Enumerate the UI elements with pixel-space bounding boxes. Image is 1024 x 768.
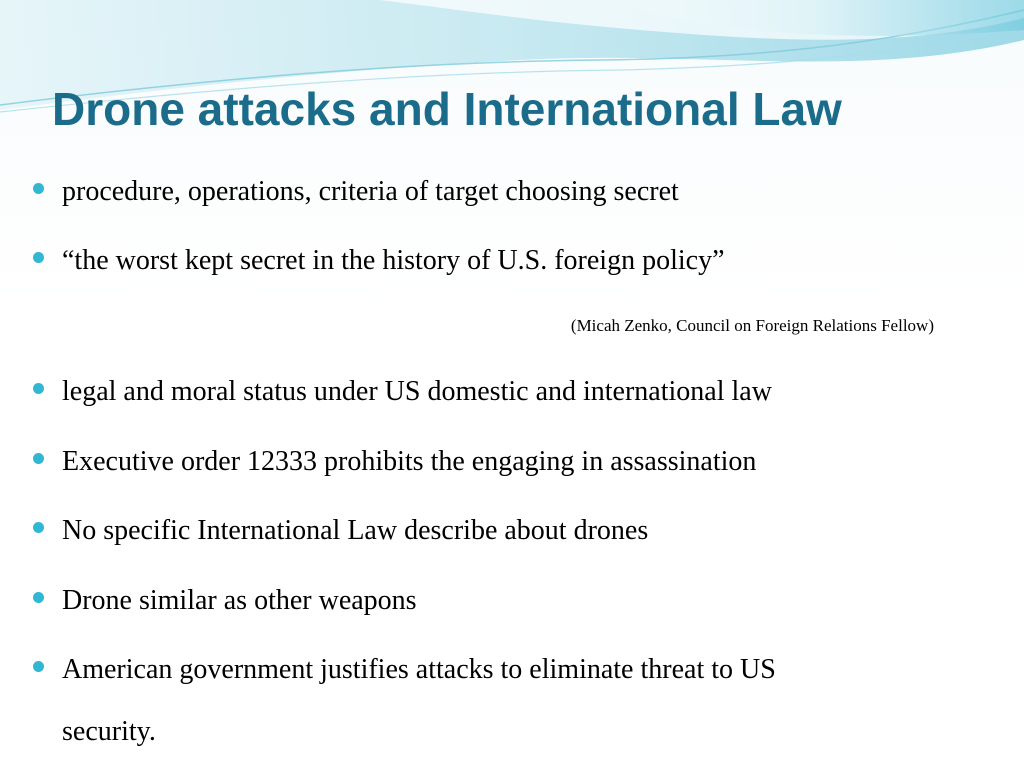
bullet-item-line-2: security. bbox=[62, 716, 156, 747]
bullet-item: “the worst kept secret in the history of U.S. foreign policy” bbox=[62, 245, 725, 276]
bullet-item: Executive order 12333 prohibits the engaging in assassination bbox=[62, 446, 757, 477]
bullet-marker-icon bbox=[33, 453, 44, 464]
bullet-marker-icon bbox=[33, 522, 44, 533]
citation-text: (Micah Zenko, Council on Foreign Relations Fellow) bbox=[570, 316, 934, 335]
slide-title: Drone attacks and International Law bbox=[52, 83, 842, 135]
bullet-marker-icon bbox=[33, 183, 44, 194]
bullet-item: procedure, operations, criteria of target choosing secret bbox=[62, 176, 679, 207]
bullet-marker-icon bbox=[33, 383, 44, 394]
bullet-marker-icon bbox=[33, 661, 44, 672]
bullet-marker-icon bbox=[33, 252, 44, 263]
bullet-marker-icon bbox=[33, 592, 44, 603]
bullet-item: legal and moral status under US domestic and international law bbox=[62, 376, 772, 407]
bullet-item-line-1: American government justifies attacks to eliminate threat to US bbox=[62, 654, 776, 685]
bullet-item: Drone similar as other weapons bbox=[62, 585, 417, 616]
bullet-item: No specific International Law describe about drones bbox=[62, 515, 649, 546]
